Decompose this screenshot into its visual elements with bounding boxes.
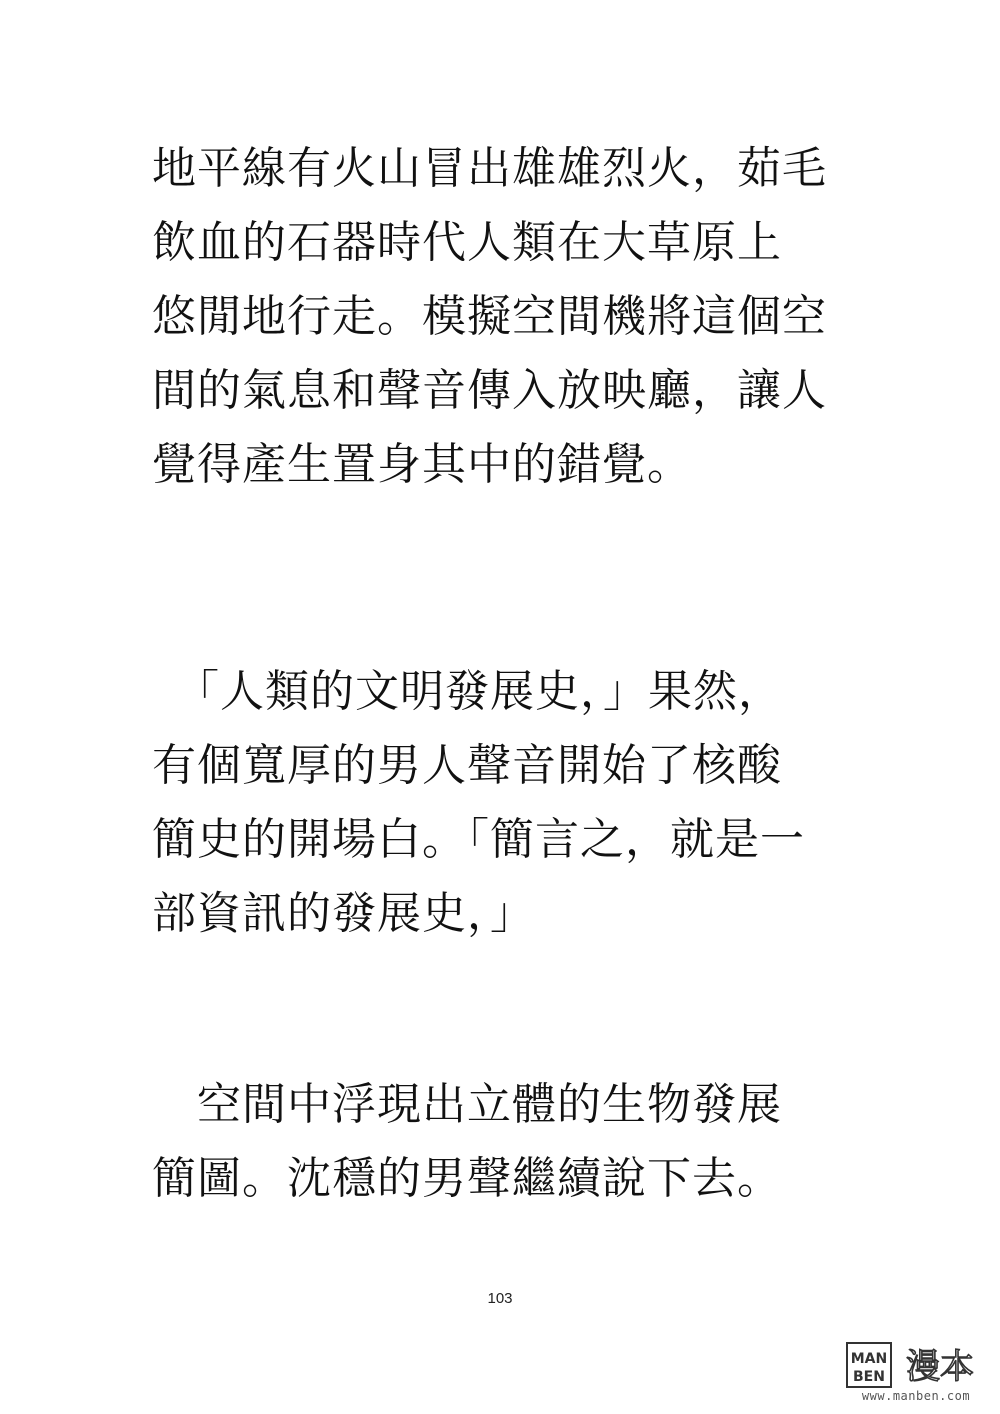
text-line: 覺得產生置身其中的錯覺。 [152,439,692,490]
logo-text-man: MAN [850,1351,888,1367]
text-line: 簡史的開場白。「簡言之，就是一 [152,814,805,865]
text-line: 地平線有火山冒出雄雄烈火，茹毛 [152,143,827,194]
text-line: 有個寬厚的男人聲音開始了核酸 [152,740,782,791]
paragraph-2 [152,655,872,951]
text-line: 空間中浮現出立體的生物發展 [152,1079,782,1130]
watermark-url: www.manben.com [861,1389,971,1403]
text-line: 部資訊的發展史，」 [152,888,535,939]
paragraph-3 [152,1068,872,1216]
page-number: 103 [487,1290,513,1307]
paragraph-1 [152,132,872,502]
text-line: 悠閒地行走。模擬空間機將這個空 [152,291,827,342]
text-line: 「人類的文明發展史，」果然， [152,666,783,717]
logo-text-ben: BEN [853,1369,885,1385]
manben-logo [846,1342,986,1390]
watermark [846,1342,986,1406]
text-line: 飲血的石器時代人類在大草原上 [152,217,782,268]
text-line: 簡圖。沈穩的男聲繼續說下去。 [152,1153,782,1204]
text-line: 間的氣息和聲音傳入放映廳，讓人 [152,365,827,416]
logo-text-cjk: 漫本 [906,1347,974,1387]
